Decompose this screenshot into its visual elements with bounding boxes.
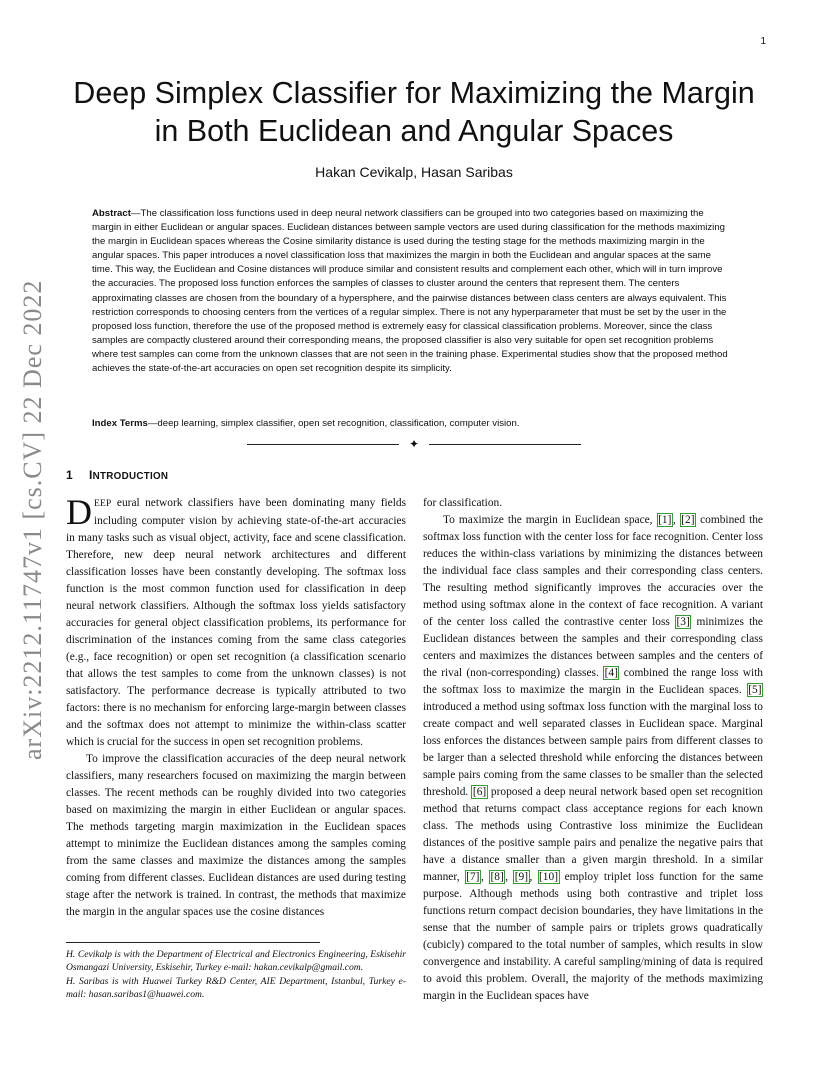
right-paragraph-1: for classification. (423, 497, 503, 509)
separator-star-icon: ✦ (408, 437, 420, 451)
section-title-rest: NTRODUCTION (92, 471, 169, 482)
citation-link-2[interactable]: [2] (681, 514, 695, 526)
text-span: employ triplet loss function for the same purpose. Although methods using both contrastive and triplet loss functions return compact decision boundaries, they have limitations in the sense that the number of sample pairs or triplets grows quadratically (cubicly) compared to the total number of samples, which results in slow convergence and instability. A careful sampling/mining of data is required to avoid this problem. Overall, the majority of the methods maximizing margin in the Euclidean spaces have (423, 871, 764, 1002)
footnote-divider (66, 942, 320, 943)
left-column (66, 492, 406, 921)
citation-link-1[interactable]: [1] (658, 514, 672, 526)
intro-paragraph-2: To improve the classification accuracies of the deep neural network classifiers, many researchers focused on maximizing the margin between classes. The recent methods can be roughly divided into two categories based on maximizing the margin in either Euclidean or angular spaces. The methods targeting margin maximization in the Euclidean spaces attempt to minimize the Euclidean distances among the samples coming from the same classes and maximize the distances among the samples coming from different classes. Euclidean distances are used during testing stage after the network is trained. In contrast, the methods that maximize the margin in the angular spaces use the cosine distances (66, 753, 406, 918)
citation-link-4[interactable]: [4] (604, 667, 618, 679)
citation-link-10[interactable]: [10] (539, 871, 558, 883)
text-span: introduced a method using softmax loss function with the marginal loss to create compact and well separated classes in Euclidean space. Marginal loss enforces the distances between sample pairs from different classes to be larger than a selected threshold while enforcing the distances between sample pairs coming from the same classes to be smaller than the selected threshold. (423, 701, 763, 798)
abstract-text: —The classification loss functions used in deep neural network classifiers can be grouped into two categories based on maximizing the margin in either Euclidean or angular spaces. Euclidean distances between sample vectors are used during classification for the methods maximizing the margin in Euclidean spaces whereas the Cosine similarity distance is used during the testing stage for the methods maximizing margin in the angular spaces. This paper introduces a novel classification loss that maximizes the margin in both the Euclidean and angular spaces at the same time. This way, the Euclidean and Cosine distances will produce similar and consistent results and complement each other, which will in turn improve the accuracies. The proposed loss function enforces the samples of classes to cluster around the centers that represent them. The centers approximating classes are chosen from the boundary of a hypersphere, and the pairwise distances between class centers are always equivalent. This restriction corresponds to choosing centers from the vertices of a regular simplex. There is not any hyperparameter that must be set by the user in the proposed loss function, therefore the use of the proposed method is extremely easy for classical classification problems. Moreover, since the class samples are compactly clustered around their corresponding means, the proposed classifier is also very suitable for open set recognition problems where test samples can come from the unknown classes that are not seen in the training phase. Experimental studies show that the proposed method achieves the state-of-the-art accuracies on open set recognition despite its simplicity. (92, 208, 728, 375)
citation-link-6[interactable]: [6] (472, 786, 487, 798)
text-span: , (480, 871, 489, 883)
section-separator (244, 436, 584, 452)
section-title-initial: I (88, 468, 93, 482)
citation-link-7[interactable]: [7] (466, 871, 480, 883)
citation-link-5[interactable]: [5] (748, 684, 762, 696)
section-number: 1 (66, 468, 73, 482)
text-span: , (672, 514, 680, 526)
paper-authors: Hakan Cevikalp, Hasan Saribas (315, 164, 513, 180)
text-span: To maximize the margin in Euclidean space, (443, 514, 657, 526)
drop-cap: D (66, 492, 92, 532)
citation-link-8[interactable]: [8] (490, 871, 504, 883)
page-number: 1 (760, 36, 766, 47)
text-span: combined the range loss with the softmax loss to maximize the margin in the Euclidean spaces. (423, 667, 763, 696)
abstract-label: Abstract (92, 208, 131, 219)
text-span: , (505, 871, 514, 883)
footnote-author-2: H. Saribas is with Huawei Turkey R&D Center, AIE Department, Istanbul, Turkey e-mail: hasan.saribas1@huawei.com. (66, 976, 406, 1000)
index-terms-text: —deep learning, simplex classifier, open set recognition, classification, computer vision. (147, 418, 520, 429)
right-paragraph-2 (423, 512, 763, 1005)
arxiv-identifier-stamp: arXiv:2212.11747v1 [cs.CV] 22 Dec 2022 (18, 279, 47, 760)
text-span: combined the softmax loss function with the center loss for face recognition. Center loss reduces the within-class variations by minimizing the distances between the individual face class samples and their corresponding class centers. The resulting method significantly improves the accuracies over the method using softmax alone in the context of face recognition. A variant of the center loss called the contrastive center loss (423, 514, 763, 628)
index-terms-label: Index Terms (92, 418, 148, 429)
text-span: , (529, 871, 538, 883)
footnotes (66, 949, 406, 1003)
citation-link-9[interactable]: [9] (514, 871, 529, 883)
intro-paragraph-1 (66, 492, 406, 751)
citation-link-3[interactable]: [3] (676, 616, 690, 628)
abstract (92, 207, 734, 376)
separator-line-right (429, 444, 581, 445)
section-heading-introduction (66, 468, 168, 482)
paper-title: Deep Simplex Classifier for Maximizing the Margin in Both Euclidean and Angular Spaces (73, 76, 755, 148)
drop-cap-word-rest: EEP (94, 499, 112, 509)
index-terms (92, 417, 734, 431)
text-span: minimizes the Euclidean distances between the samples and their corresponding class centers and maximizes the distances between samples and the centers of the rival (non-corresponding) classes. (423, 616, 763, 679)
separator-line-left (247, 444, 399, 445)
intro-paragraph-1-text: eural network classifiers have been dominating many fields including computer vision by achieving state-of-the-art accuracies in many tasks such as visual object, activity, face and scene classification. Therefore, new deep neural network architectures and different classification losses have been constantly developing. The softmax loss function is the most common function used for classification in deep neural network classifiers. Although the softmax loss yields satisfactory accuracies for general object classification problems, its performance for discrimination of the instances coming from the same class categories (e.g., face recognition) or open set recognition (a classification scenario that allows the test samples to come from the unknown classes) is not satisfactory. The performance decrease is typically attributed to two factors: there is no mechanism for enforcing large-margin between classes and the softmax does not attempt to minimize the within-class scatter which is crucial for the success in open set recognition problems. (66, 497, 406, 748)
footnote-author-1: H. Cevikalp is with the Department of Electrical and Electronics Engineering, Eskisehir Osmangazi University, Eskisehir, Turkey e-mail: hakan.cevikalp@gmail.com. (66, 949, 406, 973)
text-span: proposed a deep neural network based open set recognition method that returns compact class acceptance regions for each known class. The methods using Contrastive loss minimize the Euclidean distances of the positive sample pairs and penalize the negative pairs that have a distance smaller than a given margin threshold. In a similar manner, (423, 786, 763, 883)
right-column (423, 495, 763, 1005)
